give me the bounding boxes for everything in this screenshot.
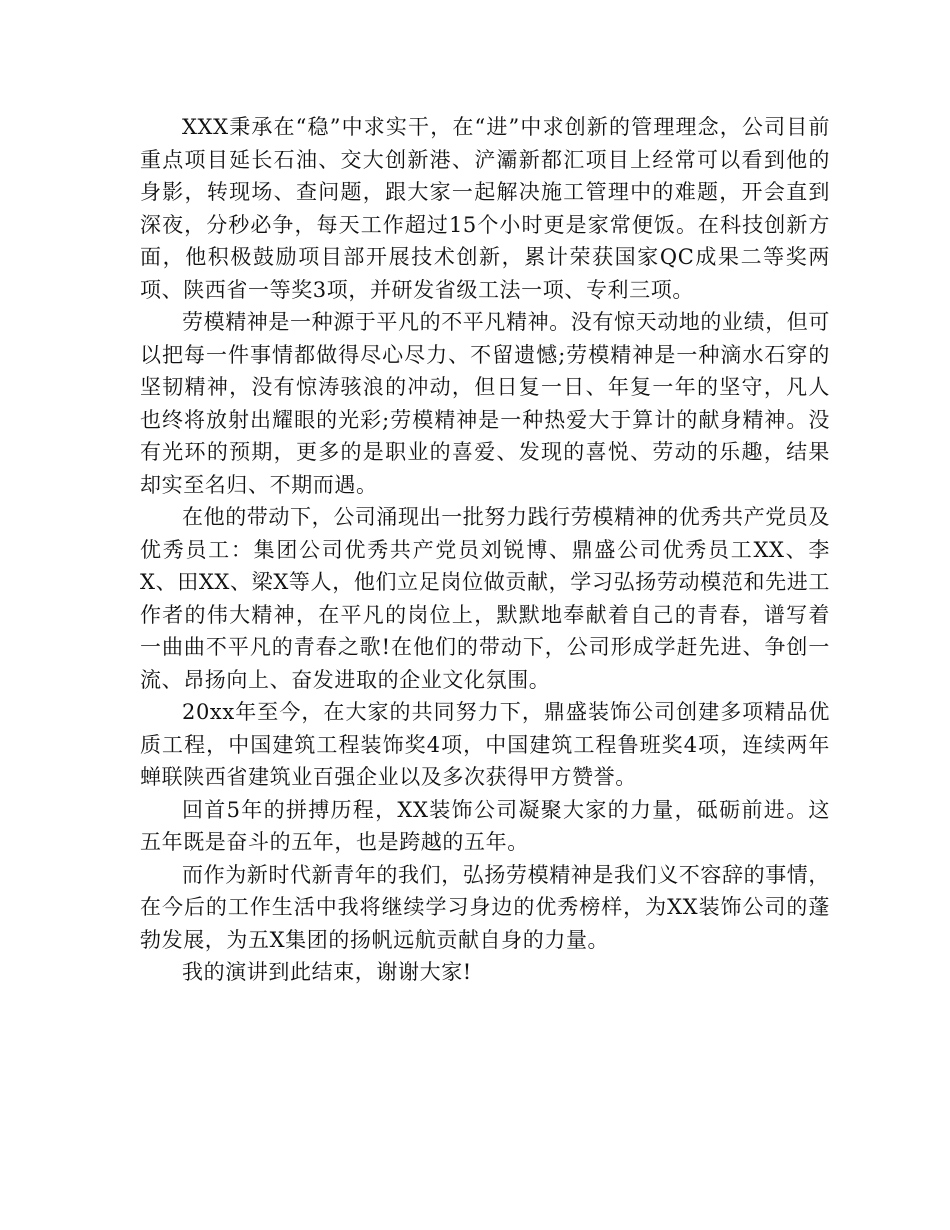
paragraph-2: 劳模精神是一种源于平凡的不平凡精神。没有惊天动地的业绩，但可以把每一件事情都做得尽心尽力、不留遗憾;劳模精神是一种滴水石穿的坚韧精神，没有惊涛骇浪的冲动，但日复一日、年复一年的坚守，凡人也终将放射出耀眼的光彩;劳模精神是一种热爱大于算计的献身精神。没有光环的预期，更多的是职业的喜爱、发现的喜悦、劳动的乐趣，结果却实至名归、不期而遇。 (140, 310, 830, 497)
paragraph-4: 20xx年至今，在大家的共同努力下，鼎盛装饰公司创建多项精品优质工程，中国建筑工程装饰奖4项，中国建筑工程鲁班奖4项，连续两年蝉联陕西省建筑业百强企业以及多次获得甲方赞誉。 (140, 700, 830, 789)
paragraph-1: XXX秉承在“稳”中求实干，在“进”中求创新的管理理念，公司目前重点项目延长石油、交大创新港、浐灞新都汇项目上经常可以看到他的身影，转现场、查问题，跟大家一起解决施工管理中的难题，开会直到深夜，分秒必争，每天工作超过15个小时更是家常便饭。在科技创新方面，他积极鼓励项目部开展技术创新，累计荣获国家QC成果二等奖两项、陕西省一等奖3项，并研发省级工法一项、专利三项。 (140, 115, 830, 302)
paragraph-7: 我的演讲到此结束，谢谢大家! (182, 960, 472, 984)
paragraph-6: 而作为新时代新青年的我们，弘扬劳模精神是我们义不容辞的事情，在今后的工作生活中我将继续学习身边的优秀榜样，为XX装饰公司的蓬勃发展，为五X集团的扬帆远航贡献自身的力量。 (140, 862, 830, 952)
paragraph-3: 在他的带动下，公司涌现出一批努力践行劳模精神的优秀共产党员及优秀员工：集团公司优秀共产党员刘锐博、鼎盛公司优秀员工XX、李X、田XX、梁X等人，他们立足岗位做贡献，学习弘扬劳动模范和先进工作者的伟大精神，在平凡的岗位上，默默地奉献着自己的青春，谱写着一曲曲不平凡的青春之歌!在他们的带动下，公司形成学赶先进、争创一流、昂扬向上、奋发进取的企业文化氛围。 (140, 505, 830, 692)
paragraph-5: 回首5年的拼搏历程，XX装饰公司凝聚大家的力量，砥砺前进。这五年既是奋斗的五年，也是跨越的五年。 (140, 797, 830, 854)
document-body (140, 111, 830, 989)
